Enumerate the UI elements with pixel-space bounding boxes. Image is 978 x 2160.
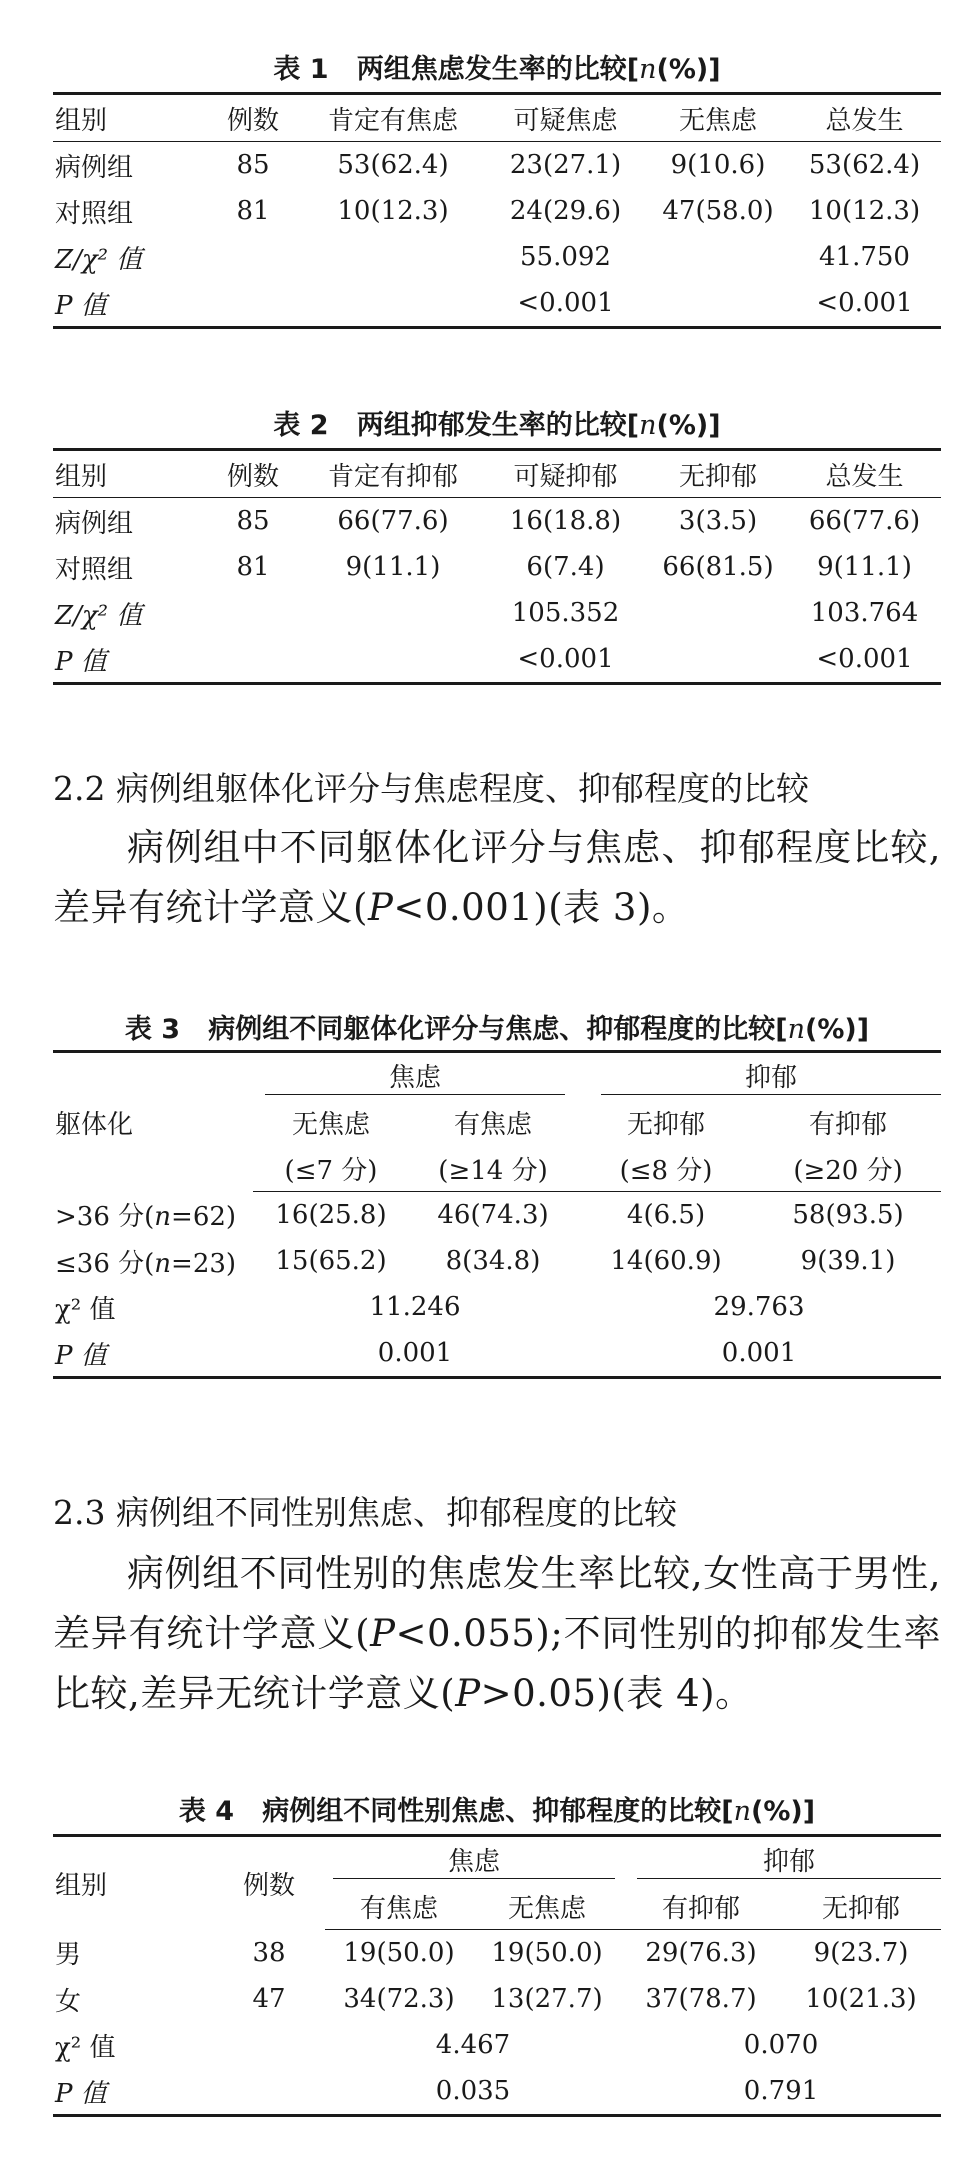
table-row (53, 498, 941, 545)
section-2-2-heading: 2.2 病例组躯体化评分与焦虑程度、抑郁程度的比较 (53, 769, 809, 808)
table4-group-depression (621, 1836, 941, 1884)
table3-subheader-range: (≤7 分) (253, 1145, 409, 1192)
paragraph-text: >0.05)(表 4)。 (480, 1672, 753, 1715)
table4-caption-number: 表 4 (178, 1796, 235, 1827)
table-cell: 81 (236, 196, 270, 226)
table-cell: 对照组 (55, 554, 134, 585)
table3-subheader: 无抑郁 (627, 1109, 706, 1140)
table-cell: 9(23.7) (813, 1938, 909, 1968)
table3-group-anxiety (253, 1052, 577, 1100)
table3-subheader: 有抑郁 (809, 1109, 888, 1140)
table-cell: 13(27.7) (491, 1984, 603, 2014)
table-cell: 66(77.6) (337, 506, 449, 536)
table3 (53, 1050, 941, 1379)
table1-header: 总发生 (788, 94, 941, 142)
table-cell: 19(50.0) (343, 1938, 455, 1968)
table2-header: 总发生 (788, 450, 941, 498)
table-cell: 19(50.0) (491, 1938, 603, 1968)
table1-header: 肯定有焦虑 (303, 94, 483, 142)
table4-subheader: 有焦虑 (325, 1883, 473, 1930)
paragraph-text: <0.001)(表 3)。 (393, 886, 690, 929)
table-cell: 14(60.9) (610, 1246, 722, 1276)
table2-p-row (53, 636, 941, 684)
section-2-3-heading: 2.3 病例组不同性别焦虑、抑郁程度的比较 (53, 1493, 677, 1532)
table-cell: 24(29.6) (509, 196, 622, 226)
table2-header: 肯定有抑郁 (303, 450, 483, 498)
table-cell: 6(7.4) (526, 552, 605, 582)
row-label-n: n (154, 1202, 172, 1233)
table-cell: 9(11.1) (345, 552, 441, 582)
table4-caption-suffix: (%)] (751, 1796, 816, 1827)
table-cell-empty (648, 636, 788, 684)
table1-stat-value: 55.092 (520, 242, 611, 272)
table3-group-depression-label: 抑郁 (601, 1057, 941, 1095)
table-cell: 10(21.3) (805, 1984, 917, 2014)
table3-group-depression (577, 1052, 941, 1100)
table1-header: 可疑焦虑 (483, 94, 648, 142)
table2-caption-suffix: (%)] (656, 410, 721, 441)
row-label-text: ≤36 分( (55, 1248, 155, 1279)
table4-p-label: P 值 (55, 2078, 107, 2109)
table3-caption-suffix: (%)] (805, 1014, 870, 1045)
table2-header: 组别 (53, 450, 203, 498)
table1-stat-total: 41.750 (819, 242, 910, 272)
table-cell: 38 (252, 1937, 286, 1968)
table-row (53, 1192, 941, 1239)
table-cell: 16(25.8) (275, 1200, 387, 1230)
table4-group-depression-label: 抑郁 (637, 1841, 941, 1879)
table-cell-empty (203, 590, 303, 636)
table-row (53, 188, 941, 234)
table1-header: 例数 (203, 94, 303, 142)
table2-p-value: <0.001 (517, 644, 614, 674)
table-cell: 34(72.3) (343, 1984, 455, 2014)
table4-chi-label: χ² 值 (55, 2032, 116, 2063)
row-label-n: n (154, 1248, 172, 1279)
table3-caption (53, 1012, 941, 1048)
table3-group-row (53, 1052, 941, 1100)
table2-p-total: <0.001 (816, 644, 913, 674)
table1-stat-row (53, 234, 941, 280)
table-row (53, 544, 941, 590)
table-cell-empty (648, 590, 788, 636)
table1-caption-n: n (639, 54, 657, 85)
table2-caption-title: 两组抑郁发生率的比较[ (356, 410, 640, 441)
table3-subheader: 无焦虑 (291, 1109, 370, 1140)
table3-row-label: 躯体化 (55, 1109, 134, 1140)
section-2-2-paragraph (53, 818, 941, 938)
table-cell: 53(62.4) (808, 150, 921, 180)
table-cell-empty (648, 280, 788, 328)
table3-caption-number: 表 3 (124, 1014, 181, 1045)
table3-subheader: 有焦虑 (454, 1109, 533, 1140)
table1-header: 无焦虑 (648, 94, 788, 142)
table3-chi-label: χ² 值 (55, 1294, 116, 1325)
table2-caption-n: n (639, 410, 657, 441)
table4-caption-n: n (733, 1796, 752, 1827)
table4-group-anxiety-label: 焦虑 (333, 1841, 615, 1879)
paragraph-p-symbol: P (367, 886, 394, 929)
table-cell-empty (203, 280, 303, 328)
table3-p-anxiety: 0.001 (377, 1338, 453, 1368)
table1 (53, 92, 941, 329)
table-cell: 3(3.5) (678, 506, 758, 536)
table2 (53, 448, 941, 685)
table-cell: 85 (236, 506, 270, 536)
table4-p-depression: 0.791 (743, 2076, 819, 2106)
table-cell-empty (303, 636, 483, 684)
table-cell: 85 (236, 150, 270, 180)
table3-group-anxiety-label: 焦虑 (265, 1057, 565, 1095)
table2-stat-label: Z/χ² 值 (55, 600, 143, 631)
table-cell: 女 (55, 1986, 82, 2017)
table4-caption (53, 1794, 941, 1830)
table4-caption-title: 病例组不同性别焦虑、抑郁程度的比较[ (262, 1796, 734, 1827)
paragraph-p-symbol: P (455, 1672, 481, 1715)
table-cell: 47(58.0) (662, 196, 774, 226)
table1-header: 组别 (53, 94, 203, 142)
table3-chi-anxiety: 11.246 (369, 1292, 461, 1322)
table4 (53, 1834, 941, 2117)
table4-col-count: 例数 (242, 1870, 295, 1901)
table-cell: 29(76.3) (645, 1938, 757, 1968)
table4-col-group: 组别 (55, 1870, 108, 1901)
table4-chi-depression: 0.070 (743, 2030, 819, 2060)
table-cell: 10(12.3) (808, 196, 921, 226)
table3-subheader-range: (≤8 分) (577, 1145, 755, 1192)
table4-subheader: 有抑郁 (621, 1883, 781, 1930)
row-label-text: =62) (171, 1202, 237, 1233)
table3-chi-row (53, 1284, 941, 1330)
paragraph-text: 病例组不同性别的焦虑发生率比较,女性高于男性,差异有统计学意义( (53, 1552, 941, 1655)
table1-stat-label: Z/χ² 值 (55, 244, 143, 275)
table3-caption-n: n (787, 1014, 806, 1045)
table-cell: 47 (252, 1984, 286, 2014)
table3-subheader-range: (≥20 分) (755, 1145, 941, 1192)
table1-p-value: <0.001 (517, 288, 614, 318)
table2-header-row (53, 450, 941, 498)
table3-row-label-cell (53, 1238, 253, 1284)
table-cell: 病例组 (55, 152, 134, 183)
table-cell: 66(77.6) (808, 506, 921, 536)
table1-header-row (53, 94, 941, 142)
table-cell-empty (203, 636, 303, 684)
table-row (53, 1976, 941, 2022)
paragraph-p-symbol: P (370, 1612, 396, 1655)
paragraph-text: 病例组中不同躯体化评分与焦虑、抑郁程度比较,差异有统计学意义( (53, 826, 941, 929)
table4-p-anxiety: 0.035 (435, 2076, 511, 2106)
table1-caption-number: 表 1 (273, 54, 329, 85)
table-cell: 9(39.1) (800, 1246, 896, 1276)
table-cell: 16(18.8) (509, 506, 622, 536)
table3-caption-title: 病例组不同躯体化评分与焦虑、抑郁程度的比较[ (208, 1014, 788, 1045)
table-cell: 9(11.1) (817, 552, 912, 582)
table-row (53, 1238, 941, 1284)
table-cell: 37(78.7) (645, 1984, 757, 2014)
table-cell: 10(12.3) (337, 196, 449, 226)
paragraph-text: <0.055);不同性别的抑郁发生率比较,差异无统计学意义( (53, 1612, 942, 1715)
table2-header: 例数 (203, 450, 303, 498)
table1-caption-title: 两组焦虑发生率的比较[ (356, 54, 640, 85)
table-cell: 15(65.2) (275, 1246, 387, 1276)
table-cell: 81 (236, 552, 270, 582)
table2-stat-total: 103.764 (810, 598, 919, 628)
table-cell: 66(81.5) (662, 552, 774, 582)
table-row (53, 1930, 941, 1977)
table1-caption-suffix: (%)] (656, 54, 721, 85)
table2-stat-row (53, 590, 941, 636)
table4-subheader: 无抑郁 (781, 1883, 941, 1930)
table1-p-label: P 值 (55, 290, 107, 321)
table3-subheader-range: (≥14 分) (409, 1145, 577, 1192)
table-cell-empty (303, 234, 483, 280)
table-cell: 4(6.5) (626, 1200, 706, 1230)
table4-group-row (53, 1836, 941, 1884)
table-cell-empty (303, 280, 483, 328)
table-cell-empty (303, 590, 483, 636)
table2-header: 可疑抑郁 (483, 450, 648, 498)
table1-caption (53, 52, 941, 88)
table-cell-empty (213, 2068, 325, 2116)
table-cell: 46(74.3) (437, 1200, 549, 1230)
table2-header: 无抑郁 (648, 450, 788, 498)
table-cell: 对照组 (55, 198, 134, 229)
row-label-text: >36 分( (55, 1202, 155, 1233)
table-row (53, 142, 941, 189)
table1-p-total: <0.001 (816, 288, 913, 318)
table3-p-label: P 值 (55, 1340, 107, 1371)
table-cell: 9(10.6) (670, 150, 766, 180)
table-cell: 53(62.4) (337, 150, 449, 180)
table4-group-anxiety (325, 1836, 621, 1884)
table2-caption (53, 408, 941, 444)
table-cell: 58(93.5) (792, 1200, 904, 1230)
table-cell-empty (203, 234, 303, 280)
table4-chi-anxiety: 4.467 (435, 2030, 511, 2060)
table2-stat-value: 105.352 (511, 598, 620, 628)
table4-p-row (53, 2068, 941, 2116)
table3-p-row (53, 1330, 941, 1378)
table4-subheader: 无焦虑 (473, 1883, 621, 1930)
table-cell-empty (648, 234, 788, 280)
table-cell: 病例组 (55, 508, 134, 539)
table4-chi-row (53, 2022, 941, 2068)
table3-chi-depression: 29.763 (713, 1292, 805, 1322)
table-cell-empty (213, 2022, 325, 2068)
row-label-text: =23) (171, 1248, 237, 1279)
section-2-3-paragraph (53, 1544, 941, 1724)
table-cell: 23(27.1) (509, 150, 622, 180)
table3-p-depression: 0.001 (721, 1338, 797, 1368)
table3-row-label-cell (53, 1192, 253, 1239)
table2-caption-number: 表 2 (273, 410, 329, 441)
table1-p-row (53, 280, 941, 328)
table-cell: 8(34.8) (445, 1246, 541, 1276)
table2-p-label: P 值 (55, 646, 107, 677)
table-cell: 男 (55, 1940, 82, 1971)
